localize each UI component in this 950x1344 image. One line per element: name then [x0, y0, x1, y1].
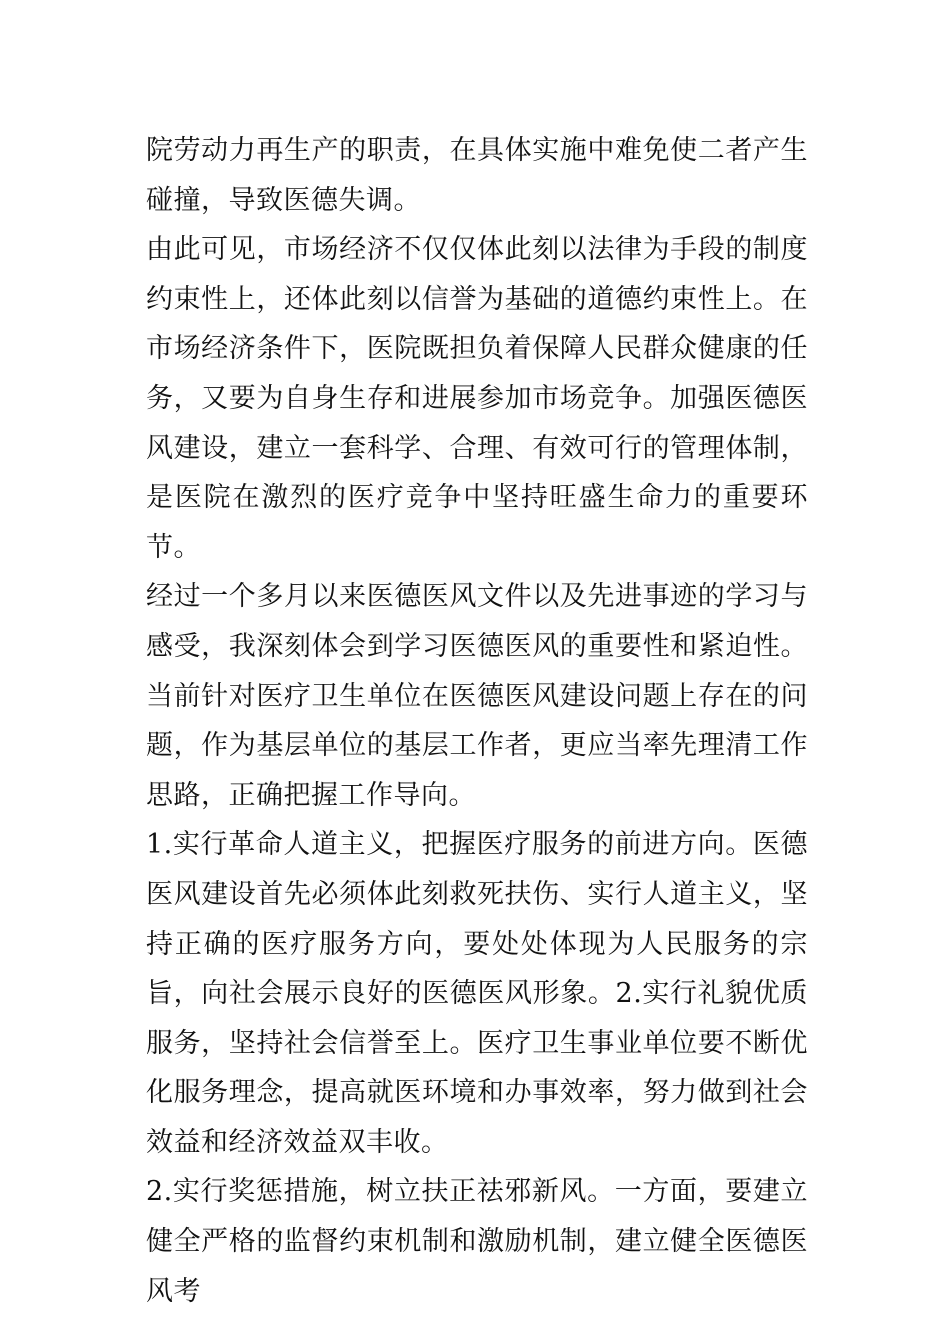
paragraph-1: 院劳动力再生产的职责，在具体实施中难免使二者产生碰撞，导致医德失调。 — [146, 135, 808, 216]
document-body — [146, 126, 808, 1316]
paragraph-3: 经过一个多月以来医德医风文件以及先进事迹的学习与感受，我深刻体会到学习医德医风的重要性和紧迫性。当前针对医疗卫生单位在医德医风建设问题上存在的问题，作为基层单位的基层工作者，更应当率先理清工作思路，正确把握工作导向。 — [146, 581, 808, 811]
paragraph-4: 1.实行革命人道主义，把握医疗服务的前进方向。医德医风建设首先必须体此刻救死扶伤、实行人道主义，坚持正确的医疗服务方向，要处处体现为人民服务的宗旨，向社会展示良好的医德医风形象。2.实行礼貌优质服务，坚持社会信誉至上。医疗卫生事业单位要不断优化服务理念，提高就医环境和办事效率，努力做到社会效益和经济效益双丰收。 — [146, 829, 808, 1158]
paragraph-2: 由此可见，市场经济不仅仅体此刻以法律为手段的制度约束性上，还体此刻以信誉为基础的道德约束性上。在市场经济条件下，医院既担负着保障人民群众健康的任务，又要为自身生存和进展参加市场竞争。加强医德医风建设，建立一套科学、合理、有效可行的管理体制，是医院在激烈的医疗竞争中坚持旺盛生命力的重要环节。 — [146, 234, 808, 563]
paragraph-5: 2.实行奖惩措施，树立扶正祛邪新风。一方面，要建立健全严格的监督约束机制和激励机制，建立健全医德医风考 — [146, 1176, 808, 1307]
